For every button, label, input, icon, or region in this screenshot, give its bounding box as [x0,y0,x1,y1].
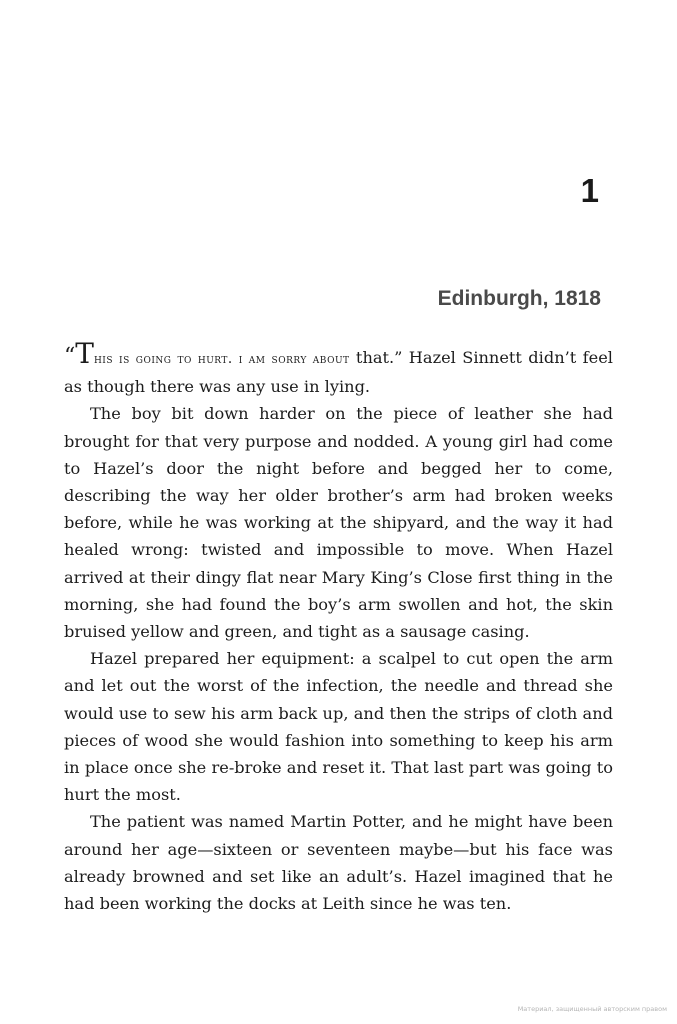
chapter-body [64,337,613,917]
chapter-number: 1 [580,172,599,209]
opening-paragraph [64,337,613,400]
paragraph: The patient was named Martin Potter, and he might have been around her age—sixteen or seventeen maybe—but his face was already browned and set like an adult’s. Hazel imagined that he had been working the docks at Leith since he was ten. [64,812,613,914]
paragraph: The boy bit down harder on the piece of leather she had brought for that very purpose and nodded. A young girl had come to Hazel’s door the night before and begged her to come, describing the way her older brother’s arm had broken weeks before, while he was working at the shipyard, and the way it had healed wrong: twisted and impossible to move. When Hazel arrived at their dingy flat near Mary King’s Close first thing in the morning, she had found the boy’s arm swollen and hot, the skin bruised yellow and green, and tight as a sausage casing. [64,404,613,642]
opening-quote-mark: “ [64,344,76,369]
small-caps-lead: his is going to hurt. i am sorry about [93,351,350,367]
opening-text: that.” Hazel Sinnett didn’t feel as though there was any use in lying. [64,348,613,397]
copyright-watermark: Материал, защищенный авторским правом [517,1005,667,1013]
chapter-subtitle: Edinburgh, 1818 [437,287,601,310]
paragraph: Hazel prepared her equipment: a scalpel to cut open the arm and let out the worst of the infection, the needle and thread she would use to sew his arm back up, and then the strips of cloth and pieces of wood she would fashion into something to keep his arm in place once she re-broke and reset it. That last part was going to hurt the most. [64,649,613,805]
drop-initial: T [75,337,94,370]
